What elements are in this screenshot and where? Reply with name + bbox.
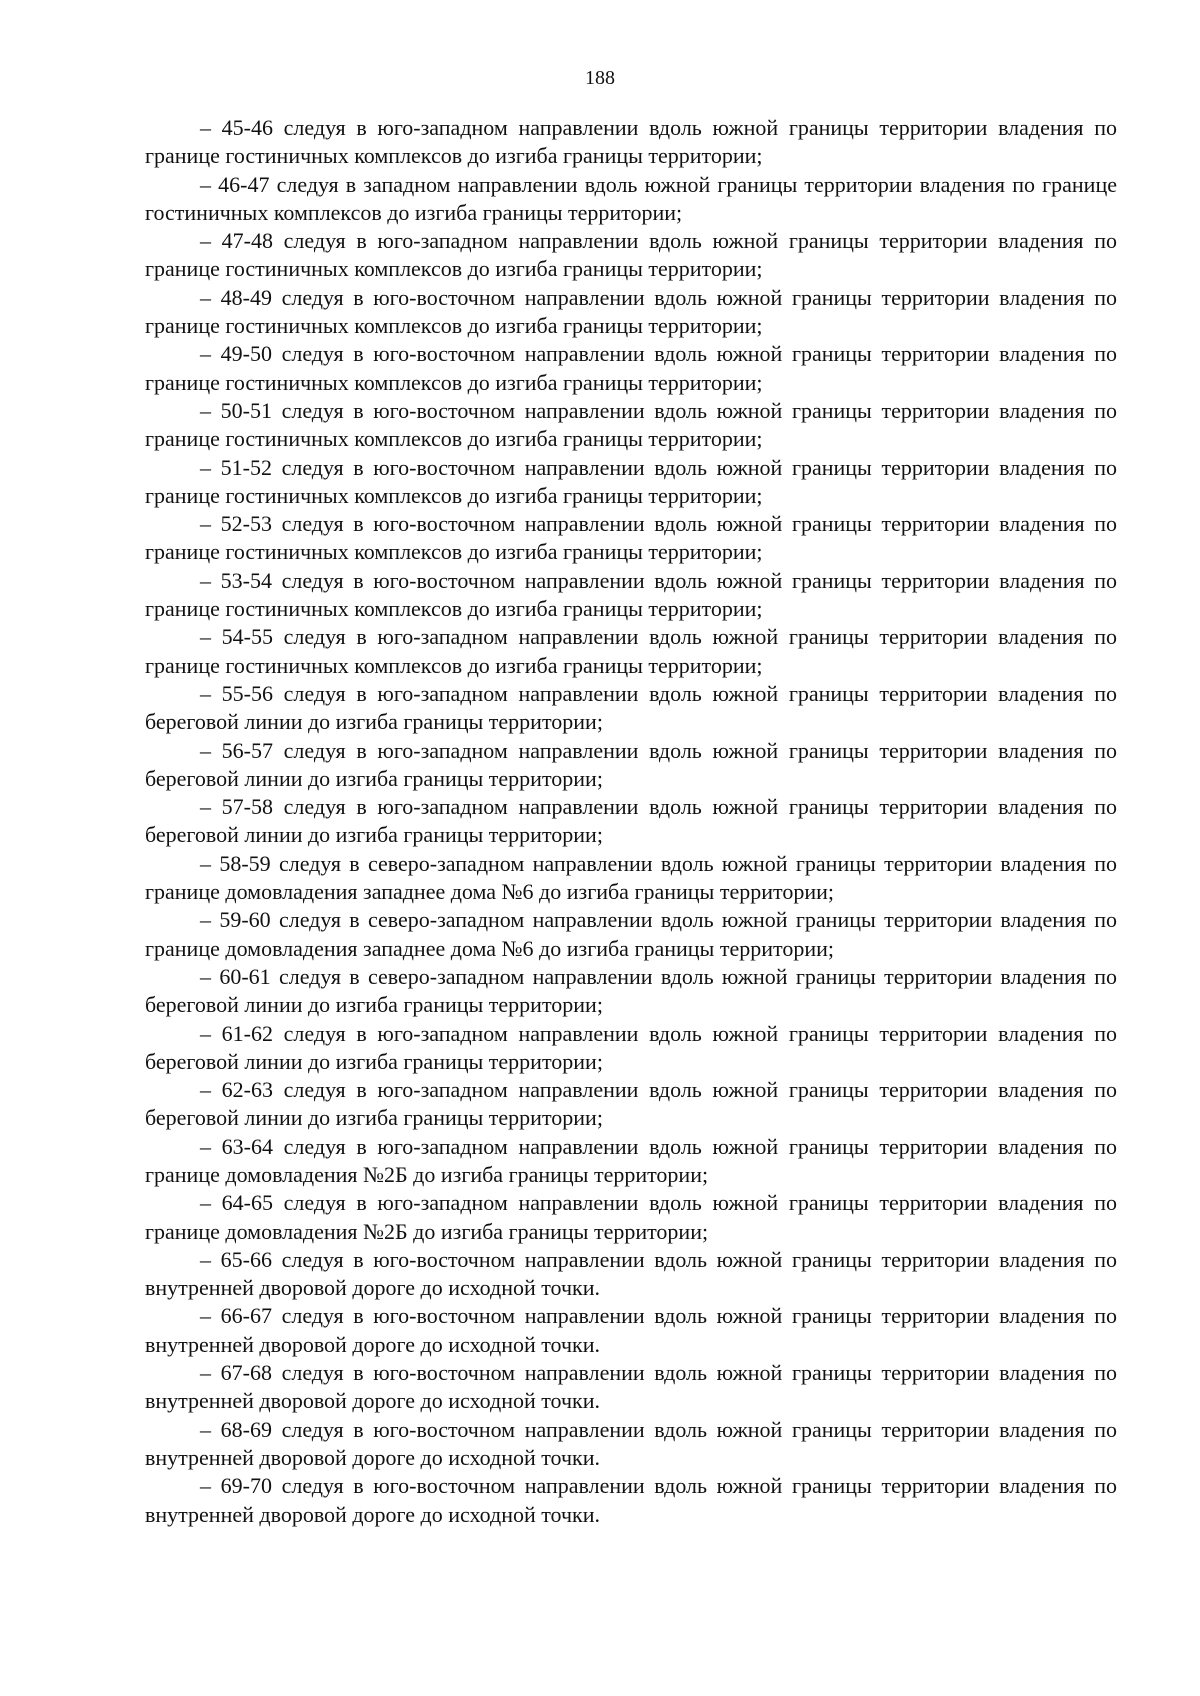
paragraph-52-53: – 52-53 следуя в юго-восточном направлении вдоль южной границы территории владения по границе гостиничных комплексов до изгиба границы территории; bbox=[145, 511, 1117, 565]
paragraph-53-54: – 53-54 следуя в юго-восточном направлении вдоль южной границы территории владения по границе гостиничных комплексов до изгиба границы территории; bbox=[145, 567, 1117, 622]
paragraph-58-59: – 58-59 следуя в северо-западном направлении вдоль южной границы территории владения по границе домовладения западнее дома №6 до изгиба границы территории; bbox=[145, 850, 1117, 905]
paragraph-59-60: – 59-60 следуя в северо-западном направлении вдоль южной границы территории владения по границе домовладения западнее дома №6 до изгиба границы территории; bbox=[145, 907, 1117, 961]
paragraph-48-49: – 48-49 следуя в юго-восточном направлении вдоль южной границы территории владения по границе гостиничных комплексов до изгиба границы территории; bbox=[145, 284, 1117, 339]
paragraph-66-67: – 66-67 следуя в юго-восточном направлении вдоль южной границы территории владения по внутренней дворовой дороге до исходной точки. bbox=[145, 1303, 1117, 1357]
paragraph-60-61: – 60-61 следуя в северо-западном направлении вдоль южной границы территории владения по береговой линии до изгиба границы территории; bbox=[145, 963, 1117, 1018]
paragraph-57-58: – 57-58 следуя в юго-западном направлении вдоль южной границы территории владения по береговой линии до изгиба границы территории; bbox=[145, 794, 1117, 848]
paragraph-69-70: – 69-70 следуя в юго-восточном направлении вдоль южной границы территории владения по внутренней дворовой дороге до исходной точки. bbox=[145, 1473, 1117, 1527]
paragraph-63-64: – 63-64 следуя в юго-западном направлении вдоль южной границы территории владения по границе домовладения №2Б до изгиба границы территории; bbox=[145, 1133, 1117, 1187]
paragraph-56-57: – 56-57 следуя в юго-западном направлении вдоль южной границы территории владения по береговой линии до изгиба границы территории; bbox=[145, 737, 1117, 791]
paragraph-49-50: – 49-50 следуя в юго-восточном направлении вдоль южной границы территории владения по границе гостиничных комплексов до изгиба границы территории; bbox=[145, 341, 1117, 395]
paragraph-62-63: – 62-63 следуя в юго-западном направлении вдоль южной границы территории владения по береговой линии до изгиба границы территории; bbox=[145, 1077, 1117, 1131]
paragraph-45-46: – 45-46 следуя в юго-западном направлении вдоль южной границы территории владения по границе гостиничных комплексов до изгиба границы территории; bbox=[145, 115, 1117, 169]
paragraph-61-62: – 61-62 следуя в юго-западном направлении вдоль южной границы территории владения по береговой линии до изгиба границы территории; bbox=[145, 1020, 1117, 1074]
paragraph-51-52: – 51-52 следуя в юго-восточном направлении вдоль южной границы территории владения по границе гостиничных комплексов до изгиба границы территории; bbox=[145, 454, 1117, 508]
paragraph-55-56: – 55-56 следуя в юго-западном направлении вдоль южной границы территории владения по береговой линии до изгиба границы территории; bbox=[145, 680, 1117, 735]
document-body bbox=[145, 114, 1117, 1529]
paragraph-64-65: – 64-65 следуя в юго-западном направлении вдоль южной границы территории владения по границе домовладения №2Б до изгиба границы территории; bbox=[145, 1190, 1117, 1244]
paragraph-54-55: – 54-55 следуя в юго-западном направлении вдоль южной границы территории владения по границе гостиничных комплексов до изгиба границы территории; bbox=[145, 624, 1117, 678]
paragraph-67-68: – 67-68 следуя в юго-восточном направлении вдоль южной границы территории владения по внутренней дворовой дороге до исходной точки. bbox=[145, 1360, 1117, 1414]
paragraph-47-48: – 47-48 следуя в юго-западном направлении вдоль южной границы территории владения по границе гостиничных комплексов до изгиба границы территории; bbox=[145, 228, 1117, 282]
paragraph-68-69: – 68-69 следуя в юго-восточном направлении вдоль южной границы территории владения по внутренней дворовой дороге до исходной точки. bbox=[145, 1416, 1117, 1470]
paragraph-65-66: – 65-66 следуя в юго-восточном направлении вдоль южной границы территории владения по внутренней дворовой дороге до исходной точки. bbox=[145, 1246, 1117, 1301]
paragraph-50-51: – 50-51 следуя в юго-восточном направлении вдоль южной границы территории владения по границе гостиничных комплексов до изгиба границы территории; bbox=[145, 397, 1117, 452]
paragraph-46-47: – 46-47 следуя в западном направлении вдоль южной границы территории владения по границе гостиничных комплексов до изгиба границы территории; bbox=[145, 171, 1117, 225]
page-number: 188 bbox=[585, 67, 615, 89]
